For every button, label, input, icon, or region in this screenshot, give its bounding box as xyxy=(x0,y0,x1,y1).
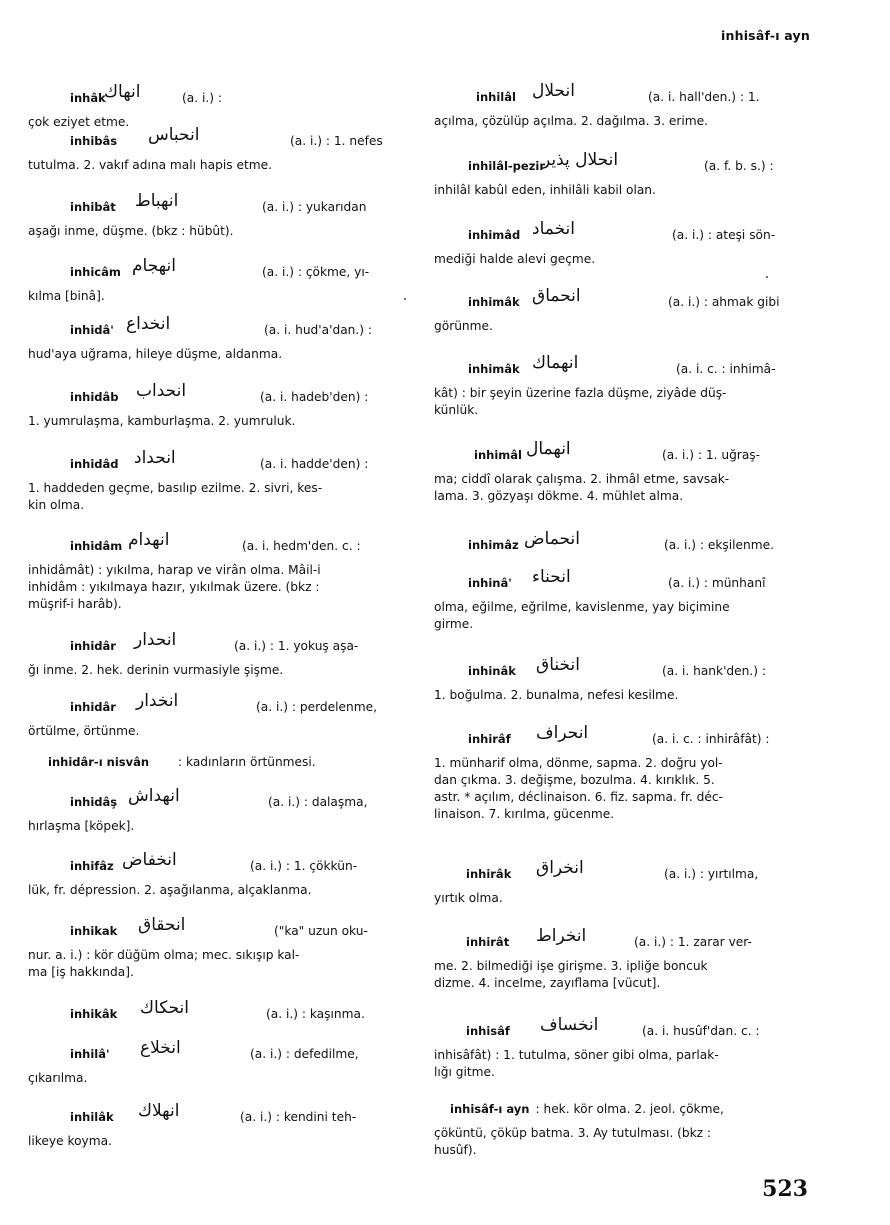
dictionary-entry xyxy=(28,191,412,240)
entry-headword: inhidâş xyxy=(70,795,118,809)
entry-definition-line: linaison. 7. kırılma, gücenme. xyxy=(434,807,615,821)
entry-arabic-script: انحباس xyxy=(148,125,200,145)
entry-grammar-and-definition-start: (a. f. b. s.) : xyxy=(704,159,774,173)
entry-definition-line: lığı gitme. xyxy=(434,1065,495,1079)
entry-grammar-and-definition-start: (a. i.) : kendini teh- xyxy=(240,1110,357,1124)
entry-grammar-and-definition-start: (a. i. hedm'den. c. : xyxy=(242,539,361,553)
entry-definition-line: açılma, çözülüp açılma. 2. dağılma. 3. erime. xyxy=(434,114,709,128)
entry-grammar-and-definition-start: (a. i.) : 1. uğraş- xyxy=(662,448,761,462)
entry-grammar-and-definition-start: ("ka" uzun oku- xyxy=(274,924,368,938)
entry-grammar-and-definition-start: (a. i. hank'den.) : xyxy=(662,664,766,678)
dictionary-entry xyxy=(432,439,814,505)
entry-grammar-and-definition-start: (a. i.) : perdelenme, xyxy=(256,700,377,714)
entry-grammar-and-definition-start: (a. i.) : 1. yokuş aşa- xyxy=(234,639,359,653)
dictionary-entry xyxy=(432,1099,814,1159)
entry-definition-line: dan çıkma. 3. değişme, bozulma. 4. kırıklık. 5. xyxy=(434,773,715,787)
dictionary-entry xyxy=(432,353,814,419)
dictionary-entry xyxy=(28,1101,412,1150)
entry-arabic-script: انحدار xyxy=(134,630,177,650)
entry-definition-line: husûf). xyxy=(434,1143,477,1157)
entry-arabic-script: انخماد xyxy=(532,219,576,239)
entry-grammar-and-definition-start: (a. i. hud'a'dan.) : xyxy=(264,323,372,337)
entry-definition-line: hırlaşma [köpek]. xyxy=(28,819,135,833)
entry-grammar-and-definition-start: (a. i.) : 1. nefes xyxy=(290,134,383,148)
entry-definition-line: inhisâfât) : 1. tutulma, söner gibi olma, parlak- xyxy=(434,1048,719,1062)
entry-definition-line: çıkarılma. xyxy=(28,1071,88,1085)
entry-definition-line: ma; ciddî olarak çalışma. 2. ihmâl etme, savsak- xyxy=(434,472,730,486)
dictionary-entry xyxy=(432,219,814,268)
entry-definition-line: künlük. xyxy=(434,403,479,417)
entry-headword: inhâk xyxy=(70,91,106,105)
entry-definition-line: astr. * açılım, déclinaison. 6. fiz. sapma. fr. déc- xyxy=(434,790,723,804)
dictionary-entry xyxy=(432,567,814,633)
entry-grammar-and-definition-start: (a. i.) : yırtılma, xyxy=(664,867,759,881)
entry-grammar-and-definition-start: : hek. kör olma. 2. jeol. çökme, xyxy=(535,1102,724,1116)
entry-grammar-and-definition-start: (a. i.) : defedilme, xyxy=(250,1047,359,1061)
entry-headword: inhikâk xyxy=(70,1007,118,1021)
entry-definition-line: inhidâmât) : yıkılma, harap ve virân olma. Mâil-i xyxy=(28,563,321,577)
entry-headword: inhirâf xyxy=(468,732,511,746)
entry-headword: inhirât xyxy=(466,935,510,949)
entry-definition-line: hud'aya uğrama, hileye düşme, aldanma. xyxy=(28,347,283,361)
entry-definition-line: 1. haddeden geçme, basılıp ezilme. 2. sivri, kes- xyxy=(28,481,323,495)
entry-definition-line: kin olma. xyxy=(28,498,85,512)
dictionary-entry xyxy=(28,125,412,174)
entry-headword: inhifâz xyxy=(70,859,114,873)
entry-definition-line: çok eziyet etme. xyxy=(28,115,130,129)
dictionary-entry xyxy=(432,655,814,704)
entry-grammar-and-definition-start: (a. i.) : yukarıdan xyxy=(262,200,367,214)
entry-grammar-and-definition-start: (a. i.) : xyxy=(182,91,222,105)
entry-definition-line: tutulma. 2. vakıf adına malı hapis etme. xyxy=(28,158,272,172)
entry-grammar-and-definition-start: (a. i. hall'den.) : 1. xyxy=(648,90,760,104)
entry-arabic-script: انحماض xyxy=(524,529,580,549)
entry-headword: inhidâb xyxy=(70,390,119,404)
entry-headword: inhinâk xyxy=(468,664,516,678)
entry-headword: inhicâm xyxy=(70,265,121,279)
entry-headword: inhimâk xyxy=(468,362,520,376)
entry-headword: inhilâk xyxy=(70,1110,114,1124)
entry-arabic-script: انحداب xyxy=(136,381,187,401)
entry-grammar-and-definition-start: (a. i.) : kaşınma. xyxy=(266,1007,365,1021)
entry-headword: inhidâ' xyxy=(70,323,114,337)
entry-arabic-script: انحلال پذیر xyxy=(542,150,619,170)
entry-grammar-and-definition-start: (a. i. c. : inhirâfât) : xyxy=(652,732,770,746)
dictionary-entry xyxy=(432,150,814,199)
entry-headword: inhisâf xyxy=(466,1024,510,1038)
page-number: 523 xyxy=(762,1176,808,1202)
entry-definition-line: kılma [binâ]. xyxy=(28,289,105,303)
entry-definition-line: inhilâl kabûl eden, inhilâli kabil olan. xyxy=(434,183,656,197)
entry-arabic-script: انخناق xyxy=(536,655,580,675)
entry-grammar-and-definition-start: (a. i. c. : inhimâ- xyxy=(676,362,776,376)
dictionary-entry xyxy=(28,314,412,363)
entry-grammar-and-definition-start: (a. i. hadeb'den) : xyxy=(260,390,369,404)
entry-headword: inhilâl xyxy=(476,90,516,104)
dictionary-entry xyxy=(28,915,412,981)
entry-headword: inhimâl xyxy=(474,448,522,462)
dictionary-entry xyxy=(28,691,412,740)
entry-definition-line: çöküntü, çöküp batma. 3. Ay tutulması. (bkz : xyxy=(434,1126,712,1140)
entry-grammar-and-definition-start: (a. i.) : 1. çökkün- xyxy=(250,859,358,873)
entry-grammar-and-definition-start: (a. i. hadde'den) : xyxy=(260,457,369,471)
entry-arabic-script: انحلال xyxy=(532,81,575,101)
entry-arabic-script: انهباط xyxy=(135,191,179,211)
entry-headword: inhidâm xyxy=(70,539,123,553)
entry-definition-line: likeye koyma. xyxy=(28,1134,112,1148)
entry-definition-line: nur. a. i.) : kör düğüm olma; mec. sıkışıp kal- xyxy=(28,948,300,962)
entry-definition-line: örtülme, örtünme. xyxy=(28,724,140,738)
dictionary-entry xyxy=(28,82,412,131)
entry-definition-line: ğı inme. 2. hek. derinin vurmasiyle şişme. xyxy=(28,663,284,677)
entry-definition-line: inhidâm : yıkılmaya hazır, yıkılmak üzere. (bkz : xyxy=(28,580,320,594)
entry-grammar-and-definition-start: (a. i.) : ekşilenme. xyxy=(664,538,774,552)
entry-arabic-script: انهاك xyxy=(104,82,141,102)
entry-grammar-and-definition-start: (a. i.) : çökme, yı- xyxy=(262,265,370,279)
dictionary-entry xyxy=(28,381,412,430)
entry-headword: inhidâd xyxy=(70,457,119,471)
entry-headword: inhisâf-ı ayn xyxy=(450,1102,530,1116)
dictionary-entry xyxy=(432,926,814,992)
dictionary-entry xyxy=(28,630,412,679)
entry-definition-line: girme. xyxy=(434,617,474,631)
entry-headword: inhimâk xyxy=(468,295,520,309)
entry-arabic-script: انخدار xyxy=(136,691,179,711)
entry-arabic-script: انحماق xyxy=(532,286,581,306)
entry-grammar-and-definition-start: (a. i.) : ateşi sön- xyxy=(672,228,776,242)
entry-arabic-script: انهجام xyxy=(132,256,176,276)
dictionary-entry xyxy=(28,786,412,835)
entry-definition-line: 1. yumrulaşma, kamburlaşma. 2. yumruluk. xyxy=(28,414,296,428)
entry-headword: inhimâz xyxy=(468,538,519,552)
print-speck xyxy=(404,298,406,300)
entry-grammar-and-definition-start: : kadınların örtünmesi. xyxy=(178,755,316,769)
entry-grammar-and-definition-start: (a. i.) : 1. zarar ver- xyxy=(634,935,752,949)
entry-grammar-and-definition-start: (a. i.) : ahmak gibi xyxy=(668,295,780,309)
dictionary-entry xyxy=(28,998,412,1024)
entry-grammar-and-definition-start: (a. i. husûf'dan. c. : xyxy=(642,1024,760,1038)
entry-arabic-script: انهدام xyxy=(128,530,170,550)
entry-headword: inhirâk xyxy=(466,867,512,881)
dictionary-entry xyxy=(432,81,814,130)
dictionary-entry xyxy=(28,448,412,514)
entry-definition-line: kât) : bir şeyin üzerine fazla düşme, ziyâde düş- xyxy=(434,386,727,400)
entry-arabic-script: انهداش xyxy=(128,786,180,806)
dictionary-entry xyxy=(28,850,412,899)
entry-arabic-script: انهماك xyxy=(532,353,579,373)
entry-headword: inhimâd xyxy=(468,228,521,242)
entry-definition-line: görünme. xyxy=(434,319,493,333)
dictionary-entry xyxy=(432,723,814,823)
entry-definition-line: aşağı inme, düşme. (bkz : hübût). xyxy=(28,224,234,238)
entry-arabic-script: انخداع xyxy=(126,314,171,334)
print-speck xyxy=(766,276,768,278)
entry-definition-line: 1. münharif olma, dönme, sapma. 2. doğru yol- xyxy=(434,756,723,770)
entry-definition-line: olma, eğilme, eğrilme, kavislenme, yay biçimine xyxy=(434,600,730,614)
entry-headword: inhinâ' xyxy=(468,576,512,590)
entry-arabic-script: انحناء xyxy=(532,567,571,587)
entry-arabic-script: انحداد xyxy=(134,448,176,468)
dictionary-entry xyxy=(28,530,412,613)
entry-definition-line: 1. boğulma. 2. bunalma, nefesi kesilme. xyxy=(434,688,679,702)
entry-definition-line: lük, fr. dépression. 2. aşağılanma, alçaklanma. xyxy=(28,883,312,897)
entry-grammar-and-definition-start: (a. i.) : dalaşma, xyxy=(268,795,368,809)
dictionary-entry xyxy=(432,858,814,907)
entry-headword: inhidâr-ı nisvân xyxy=(48,755,150,769)
running-header: inhisâf-ı ayn xyxy=(721,28,810,43)
entry-headword: inhidâr xyxy=(70,639,116,653)
dictionary-entry xyxy=(28,752,412,772)
dictionary-entry xyxy=(28,256,412,305)
entry-arabic-script: انحكاك xyxy=(140,998,190,1018)
dictionary-entry xyxy=(432,1015,814,1081)
entry-definition-line: mediği halde alevi geçme. xyxy=(434,252,596,266)
entry-headword: inhibâs xyxy=(70,134,118,148)
entry-arabic-script: انخراط xyxy=(536,926,587,946)
entry-headword: inhibât xyxy=(70,200,116,214)
entry-definition-line: ma [iş hakkında]. xyxy=(28,965,134,979)
entry-definition-line: me. 2. bilmediği işe girişme. 3. ipliğe boncuk xyxy=(434,959,708,973)
dictionary-entry xyxy=(28,1038,412,1087)
entry-headword: inhilâl-pezir xyxy=(468,159,546,173)
dictionary-entry xyxy=(432,529,814,555)
entry-headword: inhikak xyxy=(70,924,118,938)
entry-headword: inhidâr xyxy=(70,700,116,714)
entry-arabic-script: انهلاك xyxy=(138,1101,180,1121)
entry-arabic-script: انخساف xyxy=(540,1015,599,1035)
entry-definition-line: yırtık olma. xyxy=(434,891,503,905)
entry-arabic-script: انخراق xyxy=(536,858,584,878)
entry-definition-line: lama. 3. gözyaşı dökme. 4. mühlet alma. xyxy=(434,489,684,503)
entry-arabic-script: انهمال xyxy=(526,439,571,459)
entry-headword: inhilâ' xyxy=(70,1047,110,1061)
entry-arabic-script: انحقاق xyxy=(138,915,186,935)
entry-definition-line: müşrif-i harâb). xyxy=(28,597,122,611)
entry-arabic-script: انخفاض xyxy=(122,850,177,870)
entry-arabic-script: انحراف xyxy=(536,723,589,743)
entry-arabic-script: انخلاع xyxy=(140,1038,181,1058)
entry-grammar-and-definition-start: (a. i.) : münhanî xyxy=(668,576,766,590)
dictionary-entry xyxy=(432,286,814,335)
entry-definition-line: dizme. 4. incelme, zayıflama [vücut]. xyxy=(434,976,661,990)
